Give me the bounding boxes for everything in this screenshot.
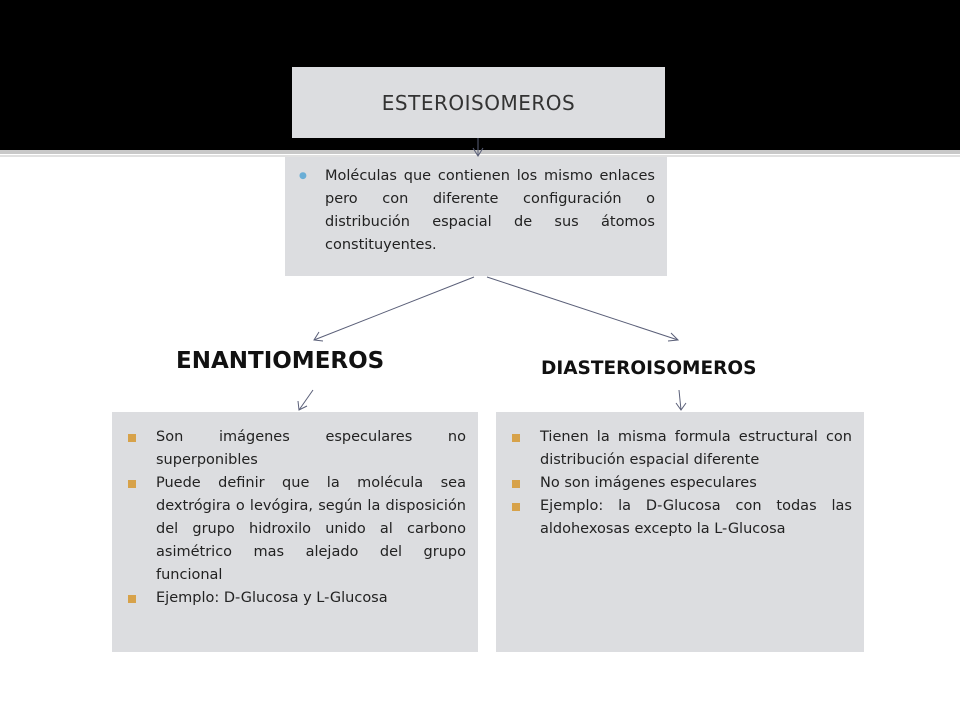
square-bullet-icon — [128, 434, 136, 442]
diastereomers-card — [496, 412, 864, 652]
enantiomers-card — [112, 412, 478, 652]
square-bullet-icon — [512, 434, 520, 442]
list-item — [128, 426, 466, 472]
definition-box — [285, 157, 667, 276]
title-box — [292, 67, 665, 138]
list-item — [512, 472, 852, 495]
arrow-to-enantiomers — [314, 277, 474, 340]
enantiomers-heading: ENANTIOMEROS — [176, 348, 385, 374]
definition-text: Moléculas que contienen los mismo enlaces pero con diferente configuración o distribución espacial de sus átomos constituyentes. — [325, 168, 655, 253]
list-item-text: Tienen la misma formula estructural con distribución espacial diferente — [540, 429, 852, 468]
title-text: ESTEROISOMEROS — [381, 90, 576, 115]
list-item-text: Son imágenes especulares no superponibles — [156, 429, 466, 468]
list-item — [512, 426, 852, 472]
square-bullet-icon — [128, 480, 136, 488]
list-item — [128, 587, 466, 610]
square-bullet-icon — [512, 480, 520, 488]
square-bullet-icon — [512, 503, 520, 511]
list-item-text: Puede definir que la molécula sea dextrógira o levógira, según la disposición del grupo hidroxilo unido al carbono asimétrico mas alejado del grupo funcional — [156, 475, 466, 583]
square-bullet-icon — [128, 595, 136, 603]
list-item — [128, 472, 466, 587]
list-item-text: Ejemplo: D-Glucosa y L-Glucosa — [156, 590, 388, 606]
list-item — [512, 495, 852, 541]
bullet-dot-icon: ● — [299, 171, 307, 181]
list-item-text: No son imágenes especulares — [540, 475, 757, 491]
arrow-to-diastereomers — [487, 277, 678, 340]
diastereomers-heading: DIASTEROISOMEROS — [541, 358, 757, 379]
list-item-text: Ejemplo: la D-Glucosa con todas las aldohexosas excepto la L-Glucosa — [540, 498, 852, 537]
